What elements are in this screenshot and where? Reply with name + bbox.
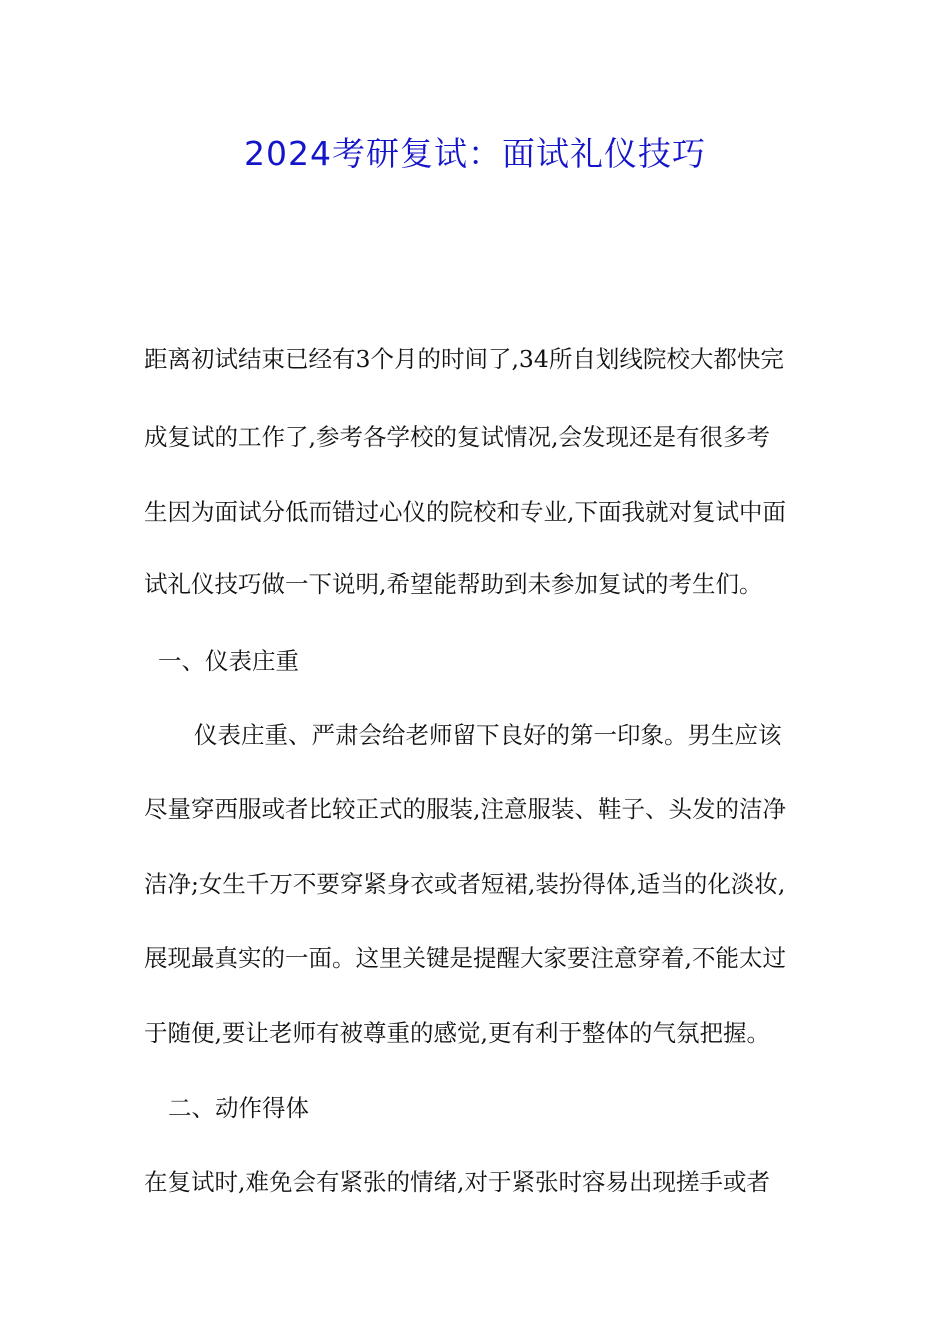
intro-line-2: 成复试的工作了,参考各学校的复试情况,会发现还是有很多考 (144, 423, 770, 451)
section-1-line-4: 展现最真实的一面。这里关键是提醒大家要注意穿着,不能太过 (144, 944, 786, 972)
section-1-line-1: 仪表庄重、严肃会给老师留下良好的第一印象。男生应该 (194, 721, 782, 749)
section-2-line-1: 在复试时,难免会有紧张的情绪,对于紧张时容易出现搓手或者 (144, 1168, 770, 1196)
section-heading-1: 一、仪表庄重 (158, 647, 299, 675)
intro-line-3: 生因为面试分低而错过心仪的院校和专业,下面我就对复试中面 (144, 498, 786, 526)
section-1-line-5: 于随便,要让老师有被尊重的感觉,更有利于整体的气氛把握。 (144, 1019, 770, 1047)
section-heading-2: 二、动作得体 (168, 1094, 309, 1122)
intro-line-1: 距离初试结束已经有3个月的时间了,34所自划线院校大都快完 (144, 345, 784, 373)
section-1-line-2: 尽量穿西服或者比较正式的服装,注意服装、鞋子、头发的洁净 (144, 795, 786, 823)
section-1-line-3: 洁净;女生千万不要穿紧身衣或者短裙,装扮得体,适当的化淡妆, (144, 870, 786, 898)
document-title: 2024考研复试：面试礼仪技巧 (244, 134, 706, 173)
intro-line-4: 试礼仪技巧做一下说明,希望能帮助到未参加复试的考生们。 (144, 570, 763, 598)
